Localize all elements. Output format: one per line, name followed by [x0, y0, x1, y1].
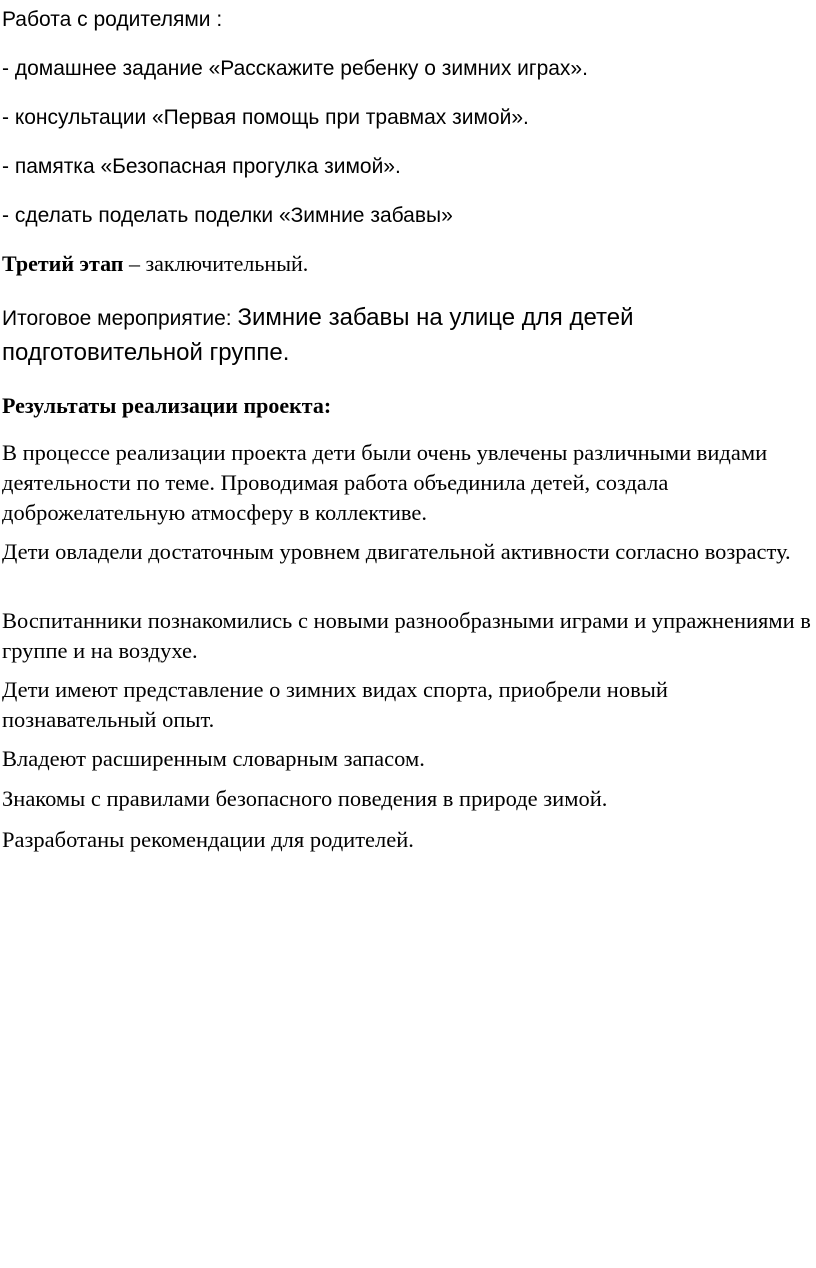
- final-event-text-continued: подготовительной группе.: [2, 339, 290, 366]
- results-paragraph: Дети имеют представление о зимних видах спорта, приобрели новый познавательный опыт.: [2, 677, 668, 732]
- stage-line: [2, 250, 308, 278]
- results-paragraph: Разработаны рекомендации для родителей.: [2, 827, 414, 852]
- final-event-line: [2, 300, 633, 336]
- parents-item-consultation: - консультации «Первая помощь при травмах зимой».: [2, 106, 529, 129]
- results-paragraph: Воспитанники познакомились с новыми разнообразными играми и упражнениями в группе и на воздухе.: [2, 608, 811, 663]
- final-event-label: Итоговое мероприятие:: [2, 307, 238, 330]
- parents-item-memo: - памятка «Безопасная прогулка зимой».: [2, 155, 401, 178]
- results-paragraph: В процессе реализации проекта дети были очень увлечены различными видами деятельности по теме. Проводимая работа объединила детей, создала доброжелательную атмосферу в коллективе.: [2, 440, 768, 525]
- final-event-text: Зимние забавы на улице для детей: [237, 304, 634, 331]
- parents-item-crafts: - сделать поделать поделки «Зимние забавы»: [2, 204, 453, 227]
- results-heading: Результаты реализации проекта:: [2, 393, 332, 418]
- parents-section-title: Работа с родителями :: [2, 8, 223, 31]
- results-paragraph: Знакомы с правилами безопасного поведения в природе зимой.: [2, 786, 608, 811]
- stage-bold: Третий этап: [2, 251, 124, 276]
- parents-item-homework: - домашнее задание «Расскажите ребенку о зимних играх».: [2, 57, 588, 80]
- results-paragraph: Дети овладели достаточным уровнем двигательной активности согласно возрасту.: [2, 539, 791, 564]
- results-paragraph: Владеют расширенным словарным запасом.: [2, 746, 425, 771]
- stage-rest: – заключительный.: [123, 251, 309, 276]
